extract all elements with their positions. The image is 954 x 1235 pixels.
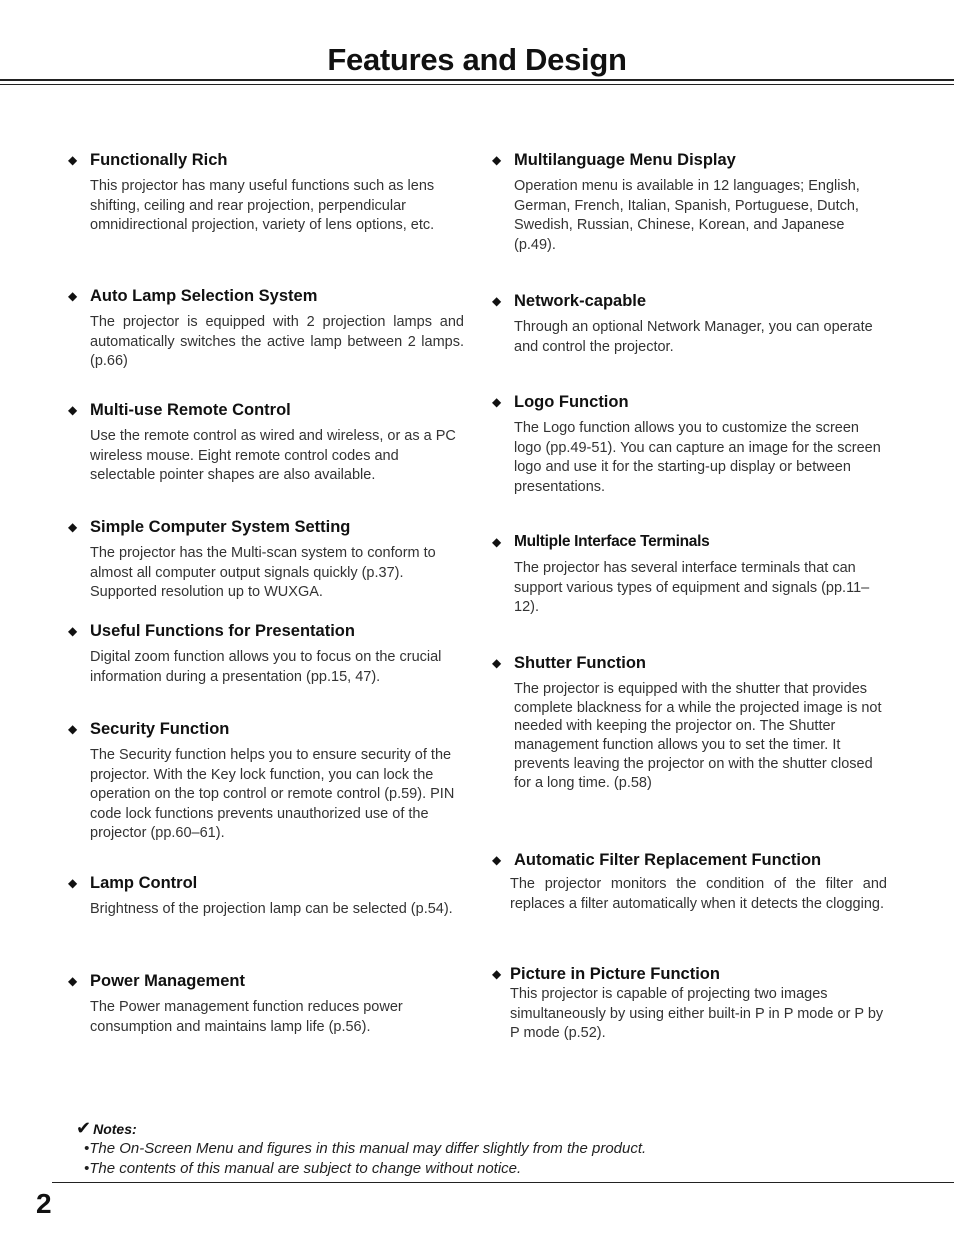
feature-body: This projector is capable of projecting two images simultaneously by using either built-in P in P mode or P by P mode (p.52). xyxy=(510,986,884,1041)
feature-auto-lamp-selection xyxy=(68,286,464,372)
note-item: •The On-Screen Menu and figures in this manual may differ slightly from the product. xyxy=(84,1140,647,1157)
feature-body: Through an optional Network Manager, you can operate and control the projector. xyxy=(514,319,873,355)
feature-body: The projector has several interface terminals that can support various types of equipment and signals (pp.11–12). xyxy=(514,560,870,615)
feature-body: The projector has the Multi-scan system to conform to almost all computer output signals quickly (p.37). Supported resolution up to WUXGA. xyxy=(90,545,436,600)
feature-heading-text: Power Management xyxy=(90,972,245,990)
feature-power-management xyxy=(68,971,464,1037)
diamond-bullet-icon: ◆ xyxy=(68,624,78,638)
diamond-bullet-icon: ◆ xyxy=(492,967,502,981)
footer-divider xyxy=(52,1182,954,1183)
feature-heading-text: Useful Functions for Presentation xyxy=(90,622,355,640)
feature-simple-computer-setting xyxy=(68,517,464,603)
feature-heading-text: Multiple Interface Terminals xyxy=(514,533,710,550)
feature-lamp-control xyxy=(68,873,464,920)
diamond-bullet-icon: ◆ xyxy=(68,876,78,890)
feature-heading-text: Automatic Filter Replacement Function xyxy=(514,851,822,869)
diamond-bullet-icon: ◆ xyxy=(68,520,78,534)
diamond-bullet-icon: ◆ xyxy=(68,153,78,167)
feature-security-function xyxy=(68,719,464,844)
feature-heading xyxy=(492,150,884,170)
feature-heading-text: Multi-use Remote Control xyxy=(90,401,291,419)
feature-heading-text: Logo Function xyxy=(514,393,629,411)
feature-body: The Logo function allows you to customize the screen logo (pp.49-51). You can capture an image for the screen logo and use it for the starting-up display or between presentations. xyxy=(514,420,881,495)
feature-interface-terminals xyxy=(492,532,884,618)
feature-body: The projector is equipped with the shutter that provides complete blackness for a while the projected image is not needed with keeping the projector on. The Shutter management function allows you to set the timer. It prevents leaving the projector on with the shutter closed for a long time. (p.58) xyxy=(514,681,882,791)
diamond-bullet-icon: ◆ xyxy=(492,395,502,409)
diamond-bullet-icon: ◆ xyxy=(68,722,78,736)
feature-multi-use-remote xyxy=(68,400,464,486)
feature-heading xyxy=(492,850,887,870)
diamond-bullet-icon: ◆ xyxy=(68,289,78,303)
feature-heading xyxy=(68,400,464,420)
feature-heading xyxy=(68,971,464,991)
feature-body: The projector monitors the condition of the filter and replaces a filter automatically when it detects the clogging. xyxy=(510,876,887,912)
title-divider-thin xyxy=(0,84,954,85)
feature-heading xyxy=(68,873,464,893)
feature-logo-function xyxy=(492,392,884,497)
notes-header xyxy=(76,1118,936,1139)
diamond-bullet-icon: ◆ xyxy=(492,535,501,549)
page-number: 2 xyxy=(36,1188,52,1219)
notes-block xyxy=(76,1118,936,1178)
feature-heading-text: Security Function xyxy=(90,720,230,738)
feature-body: The projector is equipped with 2 projection lamps and automatically switches the active lamp between 2 lamps.(p.66) xyxy=(90,314,464,369)
diamond-bullet-icon: ◆ xyxy=(492,294,502,308)
feature-heading-text: Network-capable xyxy=(514,292,647,310)
feature-multilanguage-menu xyxy=(492,150,884,255)
diamond-bullet-icon: ◆ xyxy=(492,656,502,670)
feature-heading xyxy=(492,392,884,412)
feature-heading-text: Lamp Control xyxy=(90,874,198,892)
checkmark-icon: ✔ xyxy=(76,1118,92,1138)
feature-heading xyxy=(492,653,884,673)
diamond-bullet-icon: ◆ xyxy=(68,403,78,417)
feature-heading xyxy=(68,517,464,537)
feature-heading xyxy=(68,621,464,641)
feature-filter-replacement xyxy=(492,850,887,914)
feature-shutter-function xyxy=(492,653,884,792)
feature-heading-text: Functionally Rich xyxy=(90,151,228,169)
feature-body: The Power management function reduces power consumption and maintains lamp life (p.56). xyxy=(90,999,403,1035)
feature-heading xyxy=(68,150,464,170)
diamond-bullet-icon: ◆ xyxy=(492,853,502,867)
feature-heading xyxy=(492,291,884,311)
note-item: •The contents of this manual are subject to change without notice. xyxy=(84,1159,522,1177)
feature-network-capable xyxy=(492,291,884,357)
feature-heading xyxy=(492,532,884,552)
feature-heading xyxy=(68,286,464,306)
page-title: Features and Design xyxy=(327,42,627,77)
feature-heading-text: Shutter Function xyxy=(514,654,646,672)
diamond-bullet-icon: ◆ xyxy=(492,153,502,167)
feature-heading-text: Auto Lamp Selection System xyxy=(90,287,318,305)
feature-picture-in-picture xyxy=(492,964,887,1044)
feature-heading xyxy=(68,719,464,739)
feature-body: Use the remote control as wired and wireless, or as a PC wireless mouse. Eight remote control codes and selectable pointer shapes are also available. xyxy=(90,428,456,483)
notes-header-text: Notes: xyxy=(93,1121,137,1137)
feature-body: Brightness of the projection lamp can be selected (p.54). xyxy=(90,901,453,917)
feature-functionally-rich xyxy=(68,150,464,236)
feature-body: This projector has many useful functions such as lens shifting, ceiling and rear projection, perpendicular omnidirectional projection, variety of lens options, etc. xyxy=(90,178,435,233)
feature-body: Operation menu is available in 12 languages; English, German, French, Italian, Spanish, Portuguese, Dutch, Swedish, Russian, Chinese, Korean, and Japanese (p.49). xyxy=(514,178,860,253)
feature-body: The Security function helps you to ensure security of the projector. With the Key lock function, you can lock the operation on the top control or remote control (p.59). PIN code lock functions prevents unauthorized use of the projector (pp.60–61). xyxy=(90,747,455,841)
feature-heading-text: Simple Computer System Setting xyxy=(90,518,351,536)
feature-body: Digital zoom function allows you to focus on the crucial information during a presentation (pp.15, 47). xyxy=(90,649,442,685)
diamond-bullet-icon: ◆ xyxy=(68,974,78,988)
feature-heading xyxy=(492,964,887,984)
feature-presentation-functions xyxy=(68,621,464,687)
feature-heading-text: Multilanguage Menu Display xyxy=(514,151,736,169)
title-divider-thick xyxy=(0,79,954,81)
feature-heading-text: Picture in Picture Function xyxy=(510,965,720,983)
